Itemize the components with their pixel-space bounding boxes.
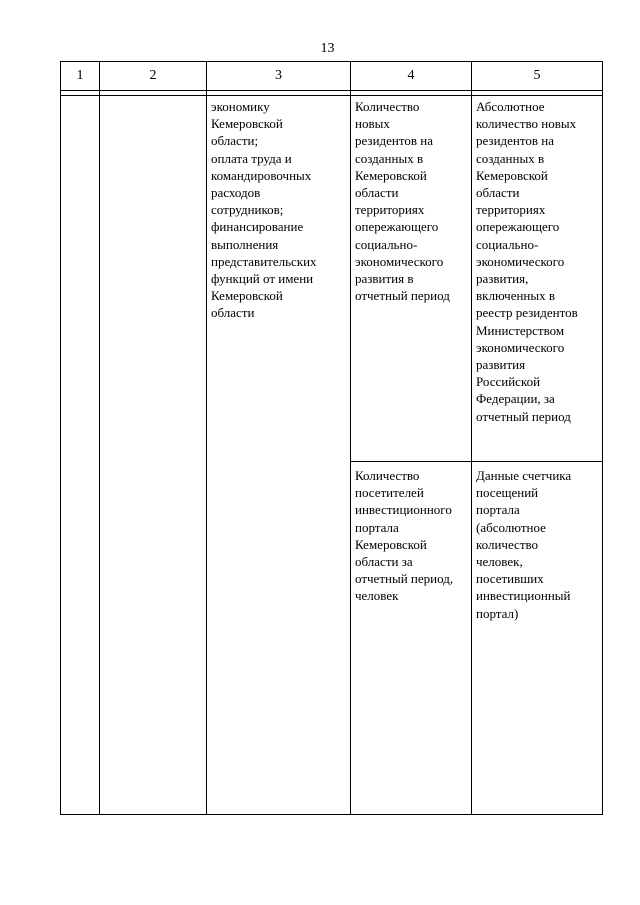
cell-method [472, 96, 603, 462]
column-header-3: 3 [207, 62, 351, 91]
page-number: 13 [320, 41, 335, 56]
table-header-row [61, 62, 603, 91]
method-text: Абсолютное количество новых резидентов на созданных в Кемеровской области территориях опережающего социально- экономического развития, включенных в реестр резидентов Министерством экономического развития Российской Федерации, за отчетный период [476, 99, 578, 424]
column-header-4: 4 [351, 62, 472, 91]
indicator-text: Количество посетителей инвестиционного портала Кемеровской области за отчетный период, человек [355, 468, 454, 604]
table-row [61, 96, 603, 462]
cell-indicator [351, 462, 472, 815]
cell-col2 [100, 96, 207, 815]
column-header-2: 2 [100, 62, 207, 91]
directions-text: экономику Кемеровской области; оплата труда и командировочных расходов сотрудников; финансирование выполнения представительских функций от имени Кемеровской области [211, 99, 317, 321]
cell-col1 [61, 96, 100, 815]
indicators-table [60, 61, 603, 815]
cell-col3 [207, 96, 351, 815]
method-text: Данные счетчика посещений портала (абсолютное количество человек, посетивших инвестиционный портал) [476, 468, 572, 621]
column-header-1: 1 [61, 62, 100, 91]
cell-indicator [351, 96, 472, 462]
cell-method [472, 462, 603, 815]
column-header-5: 5 [472, 62, 603, 91]
indicator-text: Количество новых резидентов на созданных в Кемеровской области территориях опережающего социально- экономического развития в отчетный период [355, 99, 450, 304]
